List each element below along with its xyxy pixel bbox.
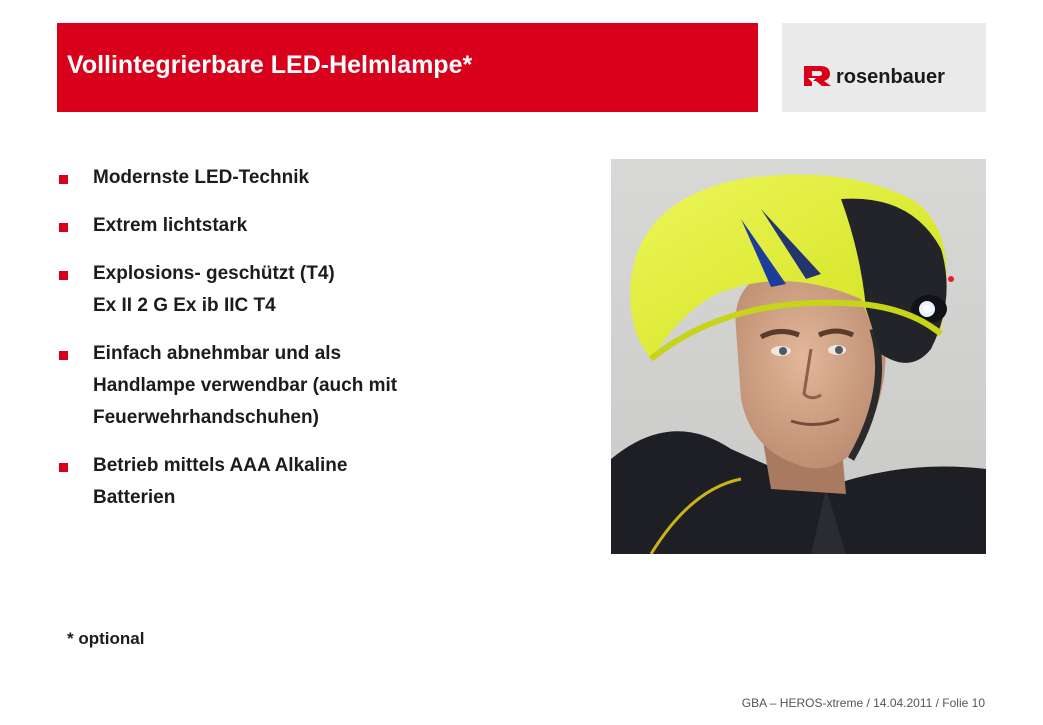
helmet-photo xyxy=(611,159,986,554)
bullet-marker-icon xyxy=(59,351,68,360)
bullet-list xyxy=(58,162,528,530)
bullet-text: Handlampe verwendbar (auch mit xyxy=(93,375,398,396)
footnote: * optional xyxy=(67,629,145,648)
bullet-marker-icon xyxy=(59,223,68,232)
title-banner xyxy=(57,23,758,112)
brand-logo-text: rosenbauer xyxy=(836,66,945,88)
bullet-marker-icon xyxy=(59,463,68,472)
slide-title: Vollintegrierbare LED-Helmlampe* xyxy=(67,51,473,79)
firefighter-helmet-illustration xyxy=(611,159,986,554)
bullet-text: Batterien xyxy=(93,487,176,508)
bullet-text: Betrieb mittels AAA Alkaline xyxy=(93,455,348,476)
rosenbauer-logo-icon xyxy=(802,64,972,88)
bullet-item xyxy=(58,258,528,322)
bullet-text: Explosions- geschützt (T4) xyxy=(93,263,335,284)
bullet-text: Feuerwehrhandschuhen) xyxy=(93,407,319,428)
bullet-text: Einfach abnehmbar und als xyxy=(93,343,342,364)
bullet-item xyxy=(58,162,528,194)
bullet-item xyxy=(58,450,528,514)
bullet-text: Ex II 2 G Ex ib IIC T4 xyxy=(93,295,276,316)
bullet-item xyxy=(58,210,528,242)
bullet-item xyxy=(58,338,528,434)
bullet-text: Extrem lichtstark xyxy=(93,215,248,236)
slide-footer: GBA – HEROS-xtreme / 14.04.2011 / Folie 10 xyxy=(741,696,985,710)
bullet-marker-icon xyxy=(59,271,68,280)
bullet-marker-icon xyxy=(59,175,68,184)
bullet-text: Modernste LED-Technik xyxy=(93,167,310,188)
brand-logo-box xyxy=(782,23,986,112)
